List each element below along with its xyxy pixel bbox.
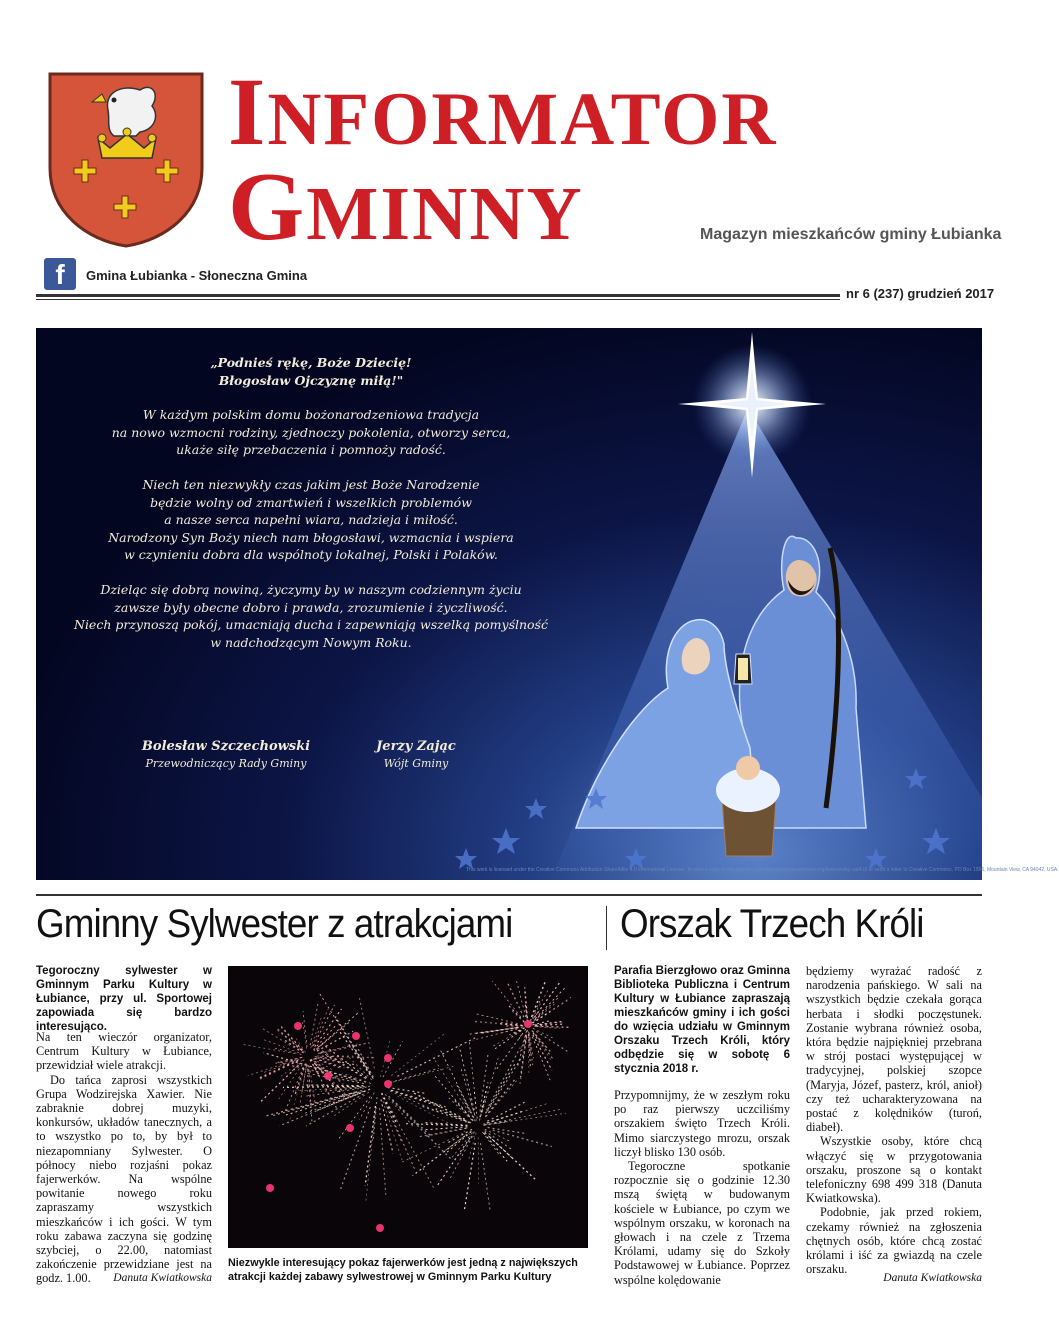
facebook-icon[interactable]: f <box>44 258 76 290</box>
orszak-paragraph: Przypomnijmy, że w zeszłym roku po raz pierwszy uczciliśmy orszakiem święto Trzech Króli. Mimo siarczystego mrozu, orszak liczył blisko 130 osób. <box>614 1088 790 1159</box>
orszak-paragraph: Wszystkie osoby, które chcą włączyć się w przygotowania orszaku, proszone są o kontakt telefoniczny 698 499 318 (Danuta Kwiatkowska). <box>806 1134 982 1206</box>
sylwester-paragraph: Na ten wieczór organizator, Centrum Kultury w Łubiance, przewidział wiele atrakcji. <box>36 1030 212 1073</box>
christmas-wishes-text <box>36 354 586 668</box>
coat-of-arms-icon <box>48 72 204 248</box>
christmas-quote: „Podnieś rękę, Boże Dziecię! Błogosław Ojczyznę miłą!" <box>210 355 412 388</box>
wishes-paragraph-1: W każdym polskim domu bożonarodzeniowa tradycja na nowo wzmocni rodziny, zjednoczy pokolenia, otworzy serca, ukaże siłę przebaczenia i pomnoży radość. <box>111 407 511 458</box>
masthead-title-line1: INFORMATOR <box>228 58 778 165</box>
orszak-paragraph: Tegoroczne spotkanie rozpocznie się o godzinie 12.30 mszą świętą w budowanym kościele w Łubiance, po czym we wspólnym orszaku, w koronach na głowach i na czele z Trzema Królami, udamy się do Szkoły Podstawowej w Łubiance. Poprzez wspólne kolędowanie <box>614 1159 790 1287</box>
fireworks-image <box>228 966 588 1248</box>
orszak-paragraph: Podobnie, jak przed rokiem, czekamy również na zgłoszenia chętnych osób, które chcą zostać królami i iść za gwiazdą na czele orszaku. <box>806 1205 982 1277</box>
wishes-paragraph-2: Niech ten niezwykły czas jakim jest Boże Narodzenie będzie wolny od zmartwień i wszelkich problemów a nasze serca napełni wiara, nadzieja i miłość. Narodzony Syn Boży niech nam błogosławi, wzmacnia i wspiera w czynieniu dobra dla wspólnoty lokalnej, Polski i Polaków. <box>108 476 514 563</box>
orszak-paragraph: będziemy wyrażać radość z narodzenia pańskiego. W sali na wszystkich będzie czekała gorąca herbata i słodki poczęstunek. Zostanie wybrana również osoba, która będzie najpiękniej przebrana w strój postaci występującej w tradycyjnej, polskiej szopce (Maryja, Józef, pasterz, król, anioł) czy też ucharakteryzowana na postać z kolędników (turoń, diabeł). <box>806 964 982 1135</box>
photo-caption: Niezwykle interesujący pokaz fajerwerków jest jedną z największych atrakcji każdej zabawy sylwestrowej w Gminnym Parku Kultury <box>228 1257 578 1283</box>
orszak-headline: Orszak Trzech Króli <box>620 902 924 946</box>
masthead-subtitle: Magazyn mieszkańców gminy Łubianka <box>700 226 1002 243</box>
headline-divider <box>606 906 607 950</box>
facebook-page-label[interactable]: Gmina Łubianka - Słoneczna Gmina <box>86 268 308 283</box>
signature-council-chairman: Bolesław Szczechowski Przewodniczący Rady Gminy <box>141 739 311 770</box>
fireworks-photo <box>228 966 588 1248</box>
orszak-lead: Parafia Bierzgłowo oraz Gminna Biblioteka Publiczna i Centrum Kultury w Łubiance zapraszają mieszkańców gminy i ich gości do wzięcia udziału w Gminnym Orszaku Trzech Króli, który odbędzie się w sobotę 6 stycznia 2018 r. <box>614 965 790 1075</box>
orszak-body-column-1 <box>614 1088 790 1287</box>
sylwester-headline: Gminny Sylwester z atrakcjami <box>36 902 513 946</box>
signature-mayor: Jerzy Zając Wójt Gminy <box>376 739 456 770</box>
sylwester-author: Danuta Kwiatkowska <box>113 1272 212 1284</box>
sylwester-body <box>36 1030 212 1286</box>
wishes-paragraph-3: Dzieląc się dobrą nowiną, życzymy by w naszym codziennym życiu zawsze były obecne dobro i prawda, zrozumienie i życzliwość. Niech przynoszą pokój, umacniają ducha i zapewniają wszelką pomyślność w nadchodzącym Nowym Roku. <box>74 581 548 650</box>
christmas-greeting-panel <box>36 328 1059 880</box>
masthead-title-line2: GMINNY <box>228 153 584 261</box>
issue-number: nr 6 (237) grudzień 2017 <box>840 286 994 301</box>
license-note: This work is licensed under the Creative Commons Attribution-ShareAlike 4.0 International License. To view a copy of this license, visit http://creativecommons.org/licenses/by-sa/4.0/ or send a letter to Creative Commons, PO Box 1866, Mountain View, CA 94042, USA. <box>466 867 1059 873</box>
orszak-body-column-2 <box>806 964 982 1276</box>
sylwester-paragraph: Do tańca zaprosi wszystkich Grupa Wodzirejska Xawier. Nie zabraknie dobrej muzyki, konkursów, układów tanecznych, a to wszystko po to, by był to niezapomniany Sylwester. O północy niebo rozjaśni pokaz fajerwerków. Na wspólne powitanie nowego roku zapraszamy wszystkich mieszkańców i ich gości. W tym roku zabawa zaczyna się godzinę szybciej, o 22.00, natomiast zakończenie przewidziane jest na godz. 1.00. <box>36 1072 212 1286</box>
sylwester-lead: Tegoroczny sylwester w Gminnym Parku Kultury w Łubiance, przy ul. Sportowej zapowiada się bardzo interesująco. <box>36 965 212 1033</box>
orszak-author: Danuta Kwiatkowska <box>883 1272 982 1284</box>
section-rule <box>36 894 982 896</box>
